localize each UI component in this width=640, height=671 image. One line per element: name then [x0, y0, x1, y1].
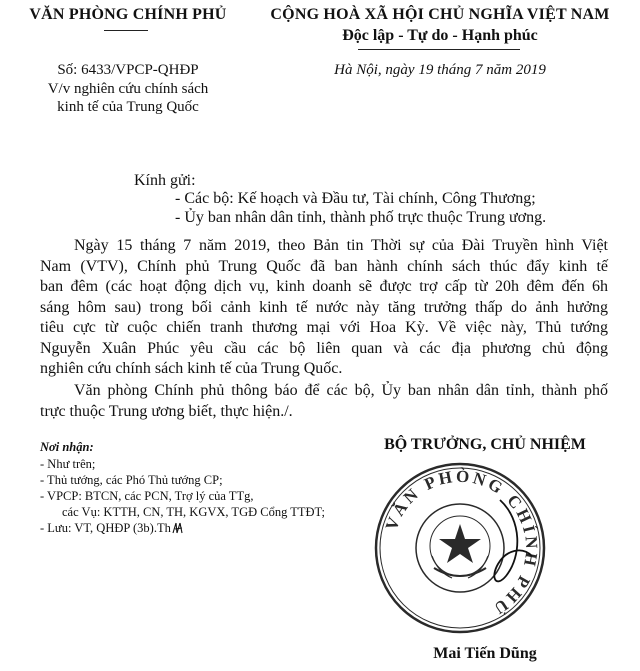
body-line: trực thuộc Trung ương biết, thực hiện./. [40, 402, 293, 420]
signer-name: Mai Tiến Dũng [433, 645, 537, 662]
subject-line-2: kinh tế của Trung Quốc [57, 99, 199, 115]
recipients-list-item: - VPCP: BTCN, các PCN, Trợ lý của TTg, [40, 489, 254, 503]
recipient-item: - Các bộ: Kế hoạch và Đầu tư, Tài chính, Công Thương; [175, 190, 536, 207]
recipients-list-item-text: - Lưu: VT, QHĐP (3b).Th [40, 521, 171, 535]
recipients-list-item: - Như trên; [40, 457, 96, 471]
subject-line-1: V/v nghiên cứu chính sách [47, 81, 209, 97]
body-paragraph-1 [40, 236, 608, 380]
body-line: sáng hôm sau) trong bối cảnh kinh tế nước này tăng trưởng thấp do ảnh hưởng [40, 298, 608, 316]
initials-mark-icon [172, 521, 184, 535]
body-line: ban đêm (các hoạt động dịch vụ, kinh doanh sẽ được trợ cấp từ 20h đêm đến 6h [40, 278, 608, 295]
recipients-list-title: Nơi nhận: [40, 440, 94, 454]
recipient-item: - Ủy ban nhân dân tỉnh, thành phố trực thuộc Trung ương. [175, 209, 547, 226]
recipients-list-item: - Thủ tướng, các Phó Thủ tướng CP; [40, 473, 223, 487]
official-seal [372, 460, 548, 636]
issuing-agency: VĂN PHÒNG CHÍNH PHỦ [29, 6, 227, 23]
national-title: CỘNG HOÀ XÃ HỘI CHỦ NGHĨA VIỆT NAM [270, 6, 610, 23]
agency-underline [104, 30, 148, 31]
document-number: Số: 6433/VPCP-QHĐP [57, 62, 199, 78]
national-motto: Độc lập - Tự do - Hạnh phúc [342, 27, 538, 44]
motto-underline [358, 49, 520, 50]
body-line: Nam (VTV), Chính phủ Trung Quốc đã ban hành chính sách thúc đẩy kinh tế [40, 257, 608, 275]
body-line: Nguyễn Xuân Phúc yêu cầu các bộ liên quan và các địa phương chủ động [40, 339, 608, 357]
greeting: Kính gửi: [134, 172, 196, 189]
body-paragraph-2 [40, 381, 608, 422]
dateline: Hà Nội, ngày 19 tháng 7 năm 2019 [334, 62, 546, 78]
recipients-list-item: các Vụ: KTTH, CN, TH, KGVX, TGĐ Cổng TTĐT; [62, 505, 325, 519]
seal-text: VĂN PHÒNG CHÍNH PHỦ [381, 466, 542, 620]
body-line: nghiên cứu chính sách kinh tế của Trung Quốc. [40, 360, 343, 377]
body-line: tiêu cực từ cuộc chiến tranh thương mại với Hoa Kỳ. Về việc này, Thủ tướng [40, 319, 608, 336]
national-emblem-icon [430, 516, 490, 578]
body-line: Ngày 15 tháng 7 năm 2019, theo Bản tin Thời sự của Đài Truyền hình Việt [74, 237, 608, 254]
recipients-list-item [40, 521, 184, 536]
signer-title: BỘ TRƯỞNG, CHỦ NHIỆM [384, 436, 586, 453]
body-line: Văn phòng Chính phủ thông báo để các bộ, Ủy ban nhân dân tỉnh, thành phố [74, 382, 608, 399]
